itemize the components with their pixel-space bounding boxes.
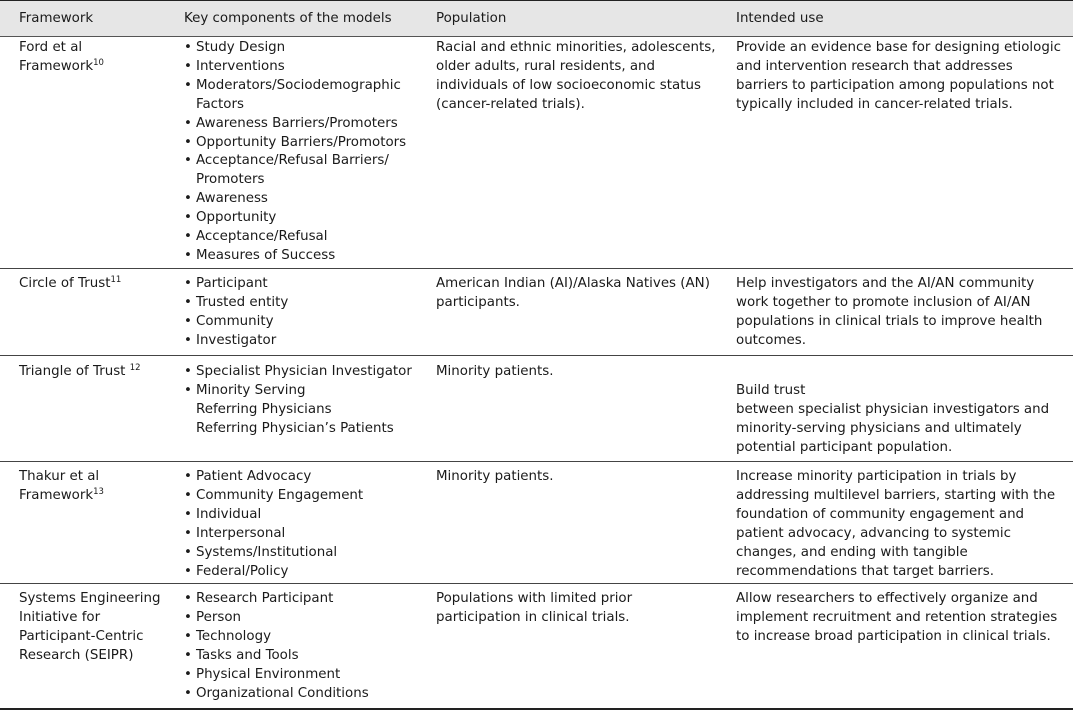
- row-divider: [0, 355, 1073, 356]
- list-item: • Tasks and Tools: [184, 647, 429, 666]
- list-item: • Moderators/Sociodemographic Factors: [184, 77, 429, 115]
- list-item: • Trusted entity: [184, 294, 429, 313]
- list-item: • Federal/Policy: [184, 563, 429, 582]
- components-cell: [184, 275, 429, 351]
- framework-name: Circle of Trust: [19, 276, 111, 291]
- list-item: • Physical Environment: [184, 666, 429, 685]
- intended-use-line: between specialist physician investigators and minority-serving physicians and ultimately potential participant population.: [736, 401, 1050, 455]
- list-item: • Awareness: [184, 190, 429, 209]
- header-components: Key components of the models: [184, 11, 392, 26]
- framework-name: Triangle of Trust: [19, 364, 130, 379]
- list-item: • Patient Advocacy: [184, 468, 429, 487]
- components-cell: [184, 468, 429, 581]
- components-cell: [184, 39, 429, 266]
- intended-use-cell: [736, 382, 1062, 458]
- list-item: • Measures of Success: [184, 247, 429, 266]
- list-item: • Community Engagement: [184, 487, 429, 506]
- list-item: • Person: [184, 609, 429, 628]
- reference-number: 12: [129, 363, 141, 373]
- framework-name: Framework: [19, 487, 94, 503]
- header-population: Population: [436, 11, 507, 26]
- list-item: • Organizational Conditions: [184, 685, 429, 704]
- list-item: • Individual: [184, 506, 429, 525]
- list-item: • Research Participant: [184, 590, 429, 609]
- list-item: • Community: [184, 313, 429, 332]
- list-item: • Study Design: [184, 39, 429, 58]
- list-item: • Specialist Physician Investigator: [184, 363, 429, 382]
- components-cell: [184, 590, 429, 703]
- row-divider: [0, 268, 1073, 269]
- row-divider: [0, 583, 1073, 584]
- framework-cell: [19, 275, 169, 294]
- framework-cell: [19, 39, 169, 77]
- list-item: • Acceptance/Refusal: [184, 228, 429, 247]
- framework-cell: [19, 363, 169, 382]
- framework-name: Thakur et al: [19, 469, 100, 484]
- list-item: • Interventions: [184, 58, 429, 77]
- population-cell: Minority patients.: [436, 364, 554, 379]
- population-cell: Racial and ethnic minorities, adolescents, older adults, rural residents, and individuals of low socioeconomic status (cancer-related trials).: [436, 40, 716, 112]
- intended-use-line: Build trust: [736, 382, 806, 398]
- population-cell: Minority patients.: [436, 469, 554, 484]
- list-item: • Interpersonal: [184, 525, 429, 544]
- list-item: • Systems/Institutional: [184, 544, 429, 563]
- population-cell: Populations with limited prior participation in clinical trials.: [436, 591, 633, 625]
- framework-name: Framework: [19, 58, 94, 74]
- list-item: • Investigator: [184, 332, 429, 351]
- list-item: • Participant: [184, 275, 429, 294]
- reference-number: 10: [93, 57, 104, 68]
- list-item: • Opportunity Barriers/Promotors: [184, 134, 429, 153]
- components-cell: [184, 363, 429, 439]
- header-intended-use: Intended use: [736, 11, 824, 26]
- reference-number: 11: [110, 275, 122, 285]
- table-header: [0, 0, 1073, 37]
- framework-name: Systems Engineering Initiative for Participant-Centric Research (SEIPR): [19, 591, 161, 663]
- intended-use-cell: Allow researchers to effectively organize and implement recruitment and retention strategies to increase broad participation in clinical trials.: [736, 591, 1058, 644]
- row-divider: [0, 461, 1073, 462]
- framework-cell: [19, 590, 164, 666]
- framework-name: Ford et al: [19, 40, 83, 55]
- list-item: • Acceptance/Refusal Barriers/ Promoters: [184, 152, 429, 190]
- list-item: • Awareness Barriers/Promoters: [184, 115, 429, 134]
- list-item: • Opportunity: [184, 209, 429, 228]
- intended-use-cell: Increase minority participation in trials by addressing multilevel barriers, starting with the foundation of community engagement and patient advocacy, advancing to systemic changes, and ending with tangible recommendations that target barriers.: [736, 469, 1056, 579]
- list-item: Referring Physician’s Patients: [196, 420, 394, 436]
- list-item: • Technology: [184, 628, 429, 647]
- intended-use-cell: Help investigators and the AI/AN community work together to promote inclusion of AI/AN populations in clinical trials to improve health outcomes.: [736, 276, 1043, 348]
- population-cell: American Indian (AI)/Alaska Natives (AN) participants.: [436, 276, 710, 310]
- framework-cell: [19, 468, 169, 506]
- table-bottom-rule: [0, 708, 1073, 710]
- header-framework: Framework: [19, 11, 94, 26]
- reference-number: 13: [93, 486, 104, 497]
- list-item: • Minority Serving Referring Physicians: [184, 382, 371, 420]
- intended-use-cell: Provide an evidence base for designing etiologic and intervention research that addresses barriers to participation among populations not typically included in cancer-related trials.: [736, 40, 1061, 112]
